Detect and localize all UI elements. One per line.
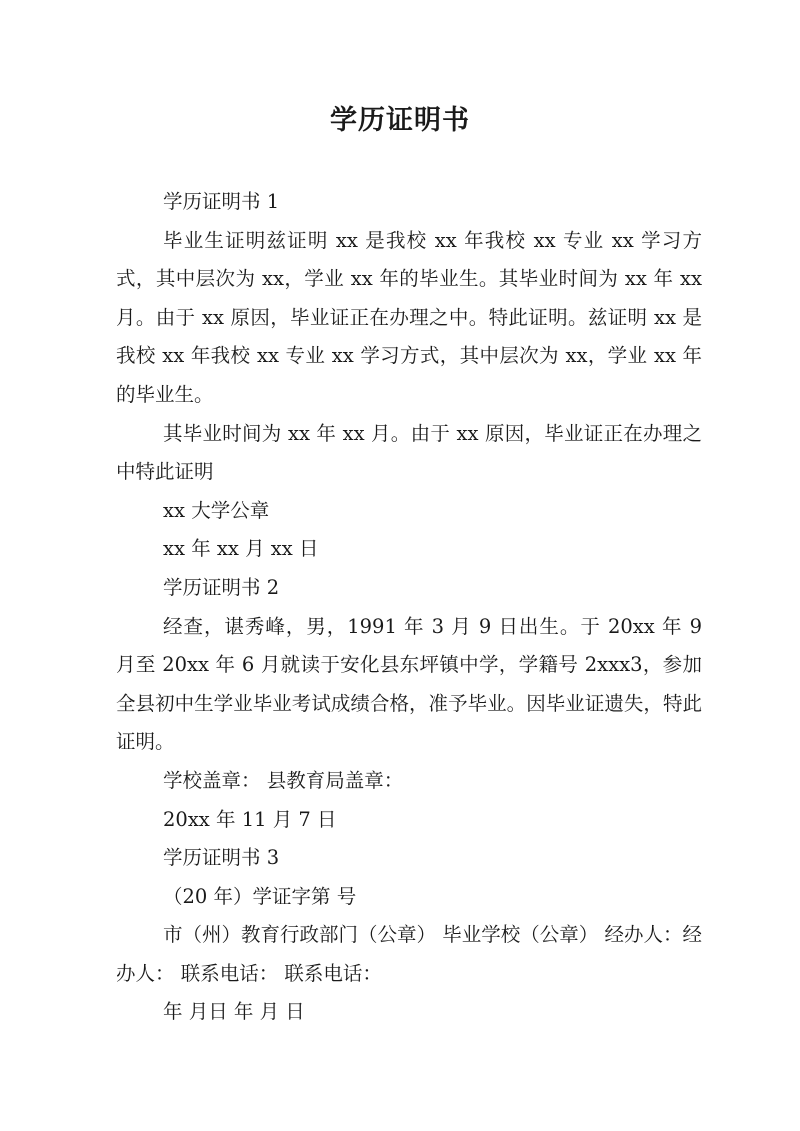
paragraph-certificate-1: 毕业生证明兹证明 xx 是我校 xx 年我校 xx 专业 xx 学习方式，其中层次为 xx，学业 xx 年的毕业生。其毕业时间为 xx 年 xx 月。由于 xx 原因，毕业证正在办理之中。特此证明。兹证明 xx 是我校 xx 年我校 xx 专业 xx 学习方式，其中层次为 xx，学业 xx 年的毕业生。 [116, 228, 702, 406]
section-heading-1: 学历证明书 1 [163, 190, 280, 213]
seal-line-2: 学校盖章： 县教育局盖章： [163, 768, 404, 792]
document-body [116, 183, 702, 1032]
section-heading-3: 学历证明书 3 [163, 846, 280, 870]
authority-contact-line: 市（州）教育行政部门（公章） 毕业学校（公章） 经办人：经办人： 联系电话： 联系电话： [116, 923, 702, 985]
document-title: 学历证明书 [330, 105, 470, 136]
date-line-3: 年 月日 年 月 日 [163, 1000, 305, 1024]
paragraph-graduation-time: 其毕业时间为 xx 年 xx 月。由于 xx 原因，毕业证正在办理之中特此证明 [116, 421, 702, 484]
university-seal-line: xx 大学公章 [163, 498, 270, 522]
date-line-1: xx 年 xx 月 xx 日 [163, 537, 319, 561]
paragraph-certificate-2: 经查，谌秀峰，男，1991 年 3 月 9 日出生。于 20xx 年 9 月至 20xx 年 6 月就读于安化县东坪镇中学，学籍号 2xxx3，参加全县初中生学业毕业考试成绩合格，准予毕业。因毕业证遗失，特此证明。 [116, 614, 702, 754]
certificate-number-line: （20 年）学证字第 号 [163, 884, 357, 908]
section-heading-2: 学历证明书 2 [163, 575, 280, 599]
date-line-2: 20xx 年 11 月 7 日 [163, 807, 337, 831]
